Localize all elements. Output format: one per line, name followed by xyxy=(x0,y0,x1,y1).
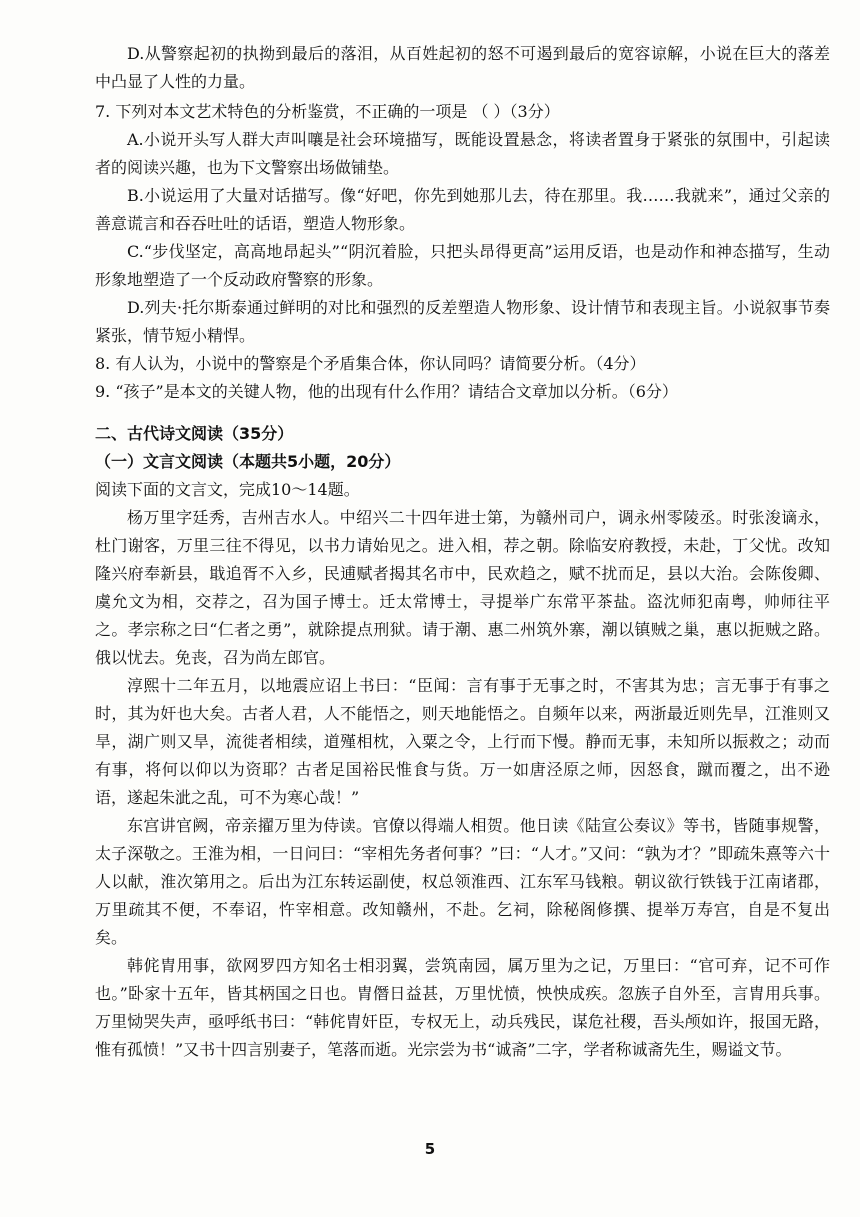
q7-stem: 7. 下列对本文艺术特色的分析鉴赏，不正确的一项是 （ ）（3分） xyxy=(95,102,560,121)
page-number: 5 xyxy=(424,1140,436,1158)
passage-paragraph-4: 韩侂胄用事，欲网罗四方知名士相羽翼，尝筑南园，属万里为之记，万里曰：“官可弃，记不可作也。”卧家十五年，皆其柄国之日也。胄僭日益甚，万里忧愤，怏怏成疾。忽族子自外至，言胄用兵事。万里恸哭失声，亟呼纸书曰：“韩侂胄奸臣，专权无上，动兵残民，谋危社稷，吾头颅如许，报国无路，惟有孤愤！”又书十四言别妻子，笔落而逝。光宗尝为书“诚斋”二字，学者称诚斋先生，赐谥文节。 xyxy=(95,956,830,1059)
page-content xyxy=(95,40,830,1064)
q9: 9. “孩子”是本文的关键人物，他的出现有什么作用？请结合文章加以分析。（6分） xyxy=(95,382,678,401)
passage-paragraph-2: 淳熙十二年五月，以地震应诏上书曰：“臣闻：言有事于无事之时，不害其为忠；言无事于有事之时，其为奸也大矣。古者人君，人不能悟之，则天地能悟之。自频年以来，两浙最近则先旱，江淮则又旱，湖广则又旱，流徙者相续，道殣相枕，入粟之令，上行而下慢。静而无事，未知所以振救之；动而有事，将何以仰以为资耶？古者足国裕民惟食与货。万一如唐泾原之师，因怒食，蹴而覆之，出不逊语，遂起朱泚之乱，可不为寒心哉！” xyxy=(95,676,830,807)
q6-option-d: D.从警察起初的执拗到最后的落泪，从百姓起初的怒不可遏到最后的宽容谅解，小说在巨大的落差中凸显了人性的力量。 xyxy=(95,44,830,91)
spacer xyxy=(95,406,830,420)
subsection-title: （一）文言文阅读（本题共5小题，20分） xyxy=(95,452,401,471)
passage-paragraph-1: 杨万里字廷秀，吉州吉水人。中绍兴二十四年进士第，为赣州司户，调永州零陵丞。时张浚谪永，杜门谢客，万里三往不得见，以书力请始见之。进入相，荐之朝。除临安府教授，未赴，丁父忧。改知隆兴府奉新县，戢追胥不入乡，民逋赋者揭其名市中，民欢趋之，赋不扰而足，县以大治。会陈俊卿、虞允文为相，交荐之，召为国子博士。迁太常博士，寻提举广东常平茶盐。盗沈师犯南粤，帅师往平之。孝宗称之曰“仁者之勇”，就除提点刑狱。请于潮、惠二州筑外寨，潮以镇贼之巢，惠以扼贼之路。俄以忧去。免丧，召为尚左郎官。 xyxy=(95,508,830,667)
q7-option-b: B.小说运用了大量对话描写。像“好吧，你先到她那儿去，待在那里。我……我就来”，通过父亲的善意谎言和吞吞吐吐的话语，塑造人物形象。 xyxy=(95,186,830,233)
passage-paragraph-3: 东宫讲官阙，帝亲擢万里为侍读。官僚以得端人相贺。他日读《陆宣公奏议》等书，皆随事规警，太子深敬之。王淮为相，一日问曰：“宰相先务者何事？”曰：“人才。”又问：“孰为才？”即疏朱熹等六十人以献，淮次第用之。后出为江东转运副使，权总领淮西、江东军马钱粮。朝议欲行铁钱于江南诸郡，万里疏其不便，不奉诏，忤宰相意。改知赣州，不赴。乞祠，除秘阁修撰、提举万寿宫，自是不复出矣。 xyxy=(95,816,830,947)
q7-option-c: C.“步伐坚定，高高地昂起头”“阴沉着脸，只把头昂得更高”运用反语，也是动作和神态描写，生动形象地塑造了一个反动政府警察的形象。 xyxy=(95,242,830,289)
section-title: 二、古代诗文阅读（35分） xyxy=(95,424,294,443)
q8: 8. 有人认为，小说中的警察是个矛盾集合体，你认同吗？请简要分析。（4分） xyxy=(95,354,646,373)
q7-option-d: D.列夫·托尔斯泰通过鲜明的对比和强烈的反差塑造人物形象、设计情节和表现主旨。小说叙事节奏紧张，情节短小精悍。 xyxy=(95,298,830,345)
q7-option-a: A.小说开头写人群大声叫嚷是社会环境描写，既能设置悬念，将读者置身于紧张的氛围中，引起读者的阅读兴趣，也为下文警察出场做铺垫。 xyxy=(95,130,830,177)
reading-instruction: 阅读下面的文言文，完成10～14题。 xyxy=(95,480,360,499)
